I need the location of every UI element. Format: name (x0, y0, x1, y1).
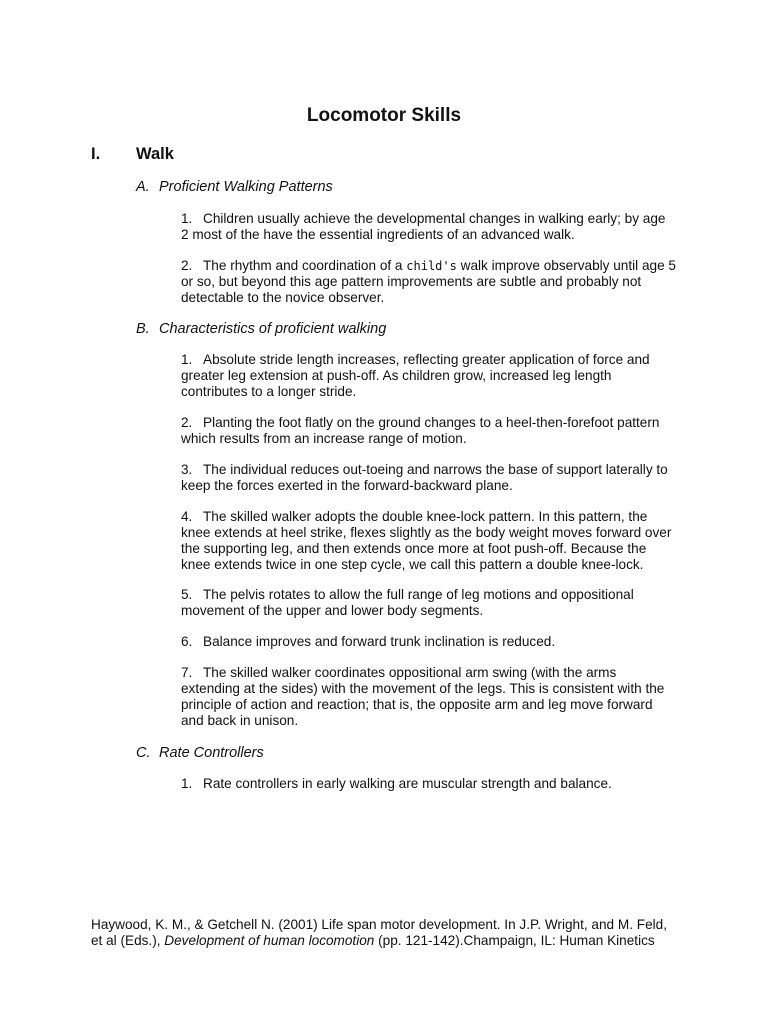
subsection-title: Rate Controllers (159, 745, 264, 761)
item-text: The skilled walker coordinates oppositional arm swing (with the arms extending at the sides) with the movement of the legs. This is consistent with the principle of action and reaction; that is, the opposite arm and leg move forward and back in unison. (181, 665, 665, 728)
section-number: I. (91, 145, 101, 163)
item-text: Absolute stride length increases, reflecting greater application of force and greater leg extension at push-off. As children grow, increased leg length contributes to a longer stride. (181, 352, 650, 399)
item-text-end: walk improve observably until age 5 or so, but beyond this age pattern improvements are subtle and probably not detectable to the novice observer. (181, 258, 676, 305)
item-text: Planting the foot flatly on the ground changes to a heel-then-forefoot pattern which results from an increase range of motion. (181, 415, 660, 446)
item-text: The individual reduces out-toeing and narrows the base of support laterally to keep the forces exerted in the forward-backward plane. (181, 462, 668, 493)
item-text: The pelvis rotates to allow the full range of leg motions and oppositional movement of the upper and lower body segments. (181, 587, 634, 618)
reference-text-start: Haywood, K. M., & Getchell N. (2001) Life span motor development. In J.P. Wright, and M. Feld, et al (Eds.), (91, 917, 667, 948)
item-text: Children usually achieve the developmental changes in walking early; by age 2 most of the have the essential ingredients of an advanced walk. (181, 211, 666, 242)
item-text: The skilled walker adopts the double knee-lock pattern. In this pattern, the knee extends at heel strike, flexes slightly as the body weight moves forward over the supporting leg, and then extends once more at foot push-off. Because the knee extends twice in one step cycle, we call this pattern a double knee-lock. (181, 509, 672, 572)
list-item-b7 (181, 665, 676, 729)
subsection-title: Proficient Walking Patterns (159, 179, 333, 195)
list-item-b4 (181, 509, 676, 573)
list-item-b5 (181, 587, 676, 619)
subsection-a-heading (136, 178, 333, 196)
reference-citation (91, 917, 676, 949)
list-item-c1 (181, 776, 676, 792)
page-title: Locomotor Skills (306, 105, 462, 126)
reference-book-title: Development of human locomotion (164, 933, 375, 948)
item-text: Rate controllers in early walking are muscular strength and balance. (203, 776, 612, 791)
item-text: Balance improves and forward trunk inclination is reduced. (203, 634, 556, 649)
list-item-b1 (181, 352, 676, 400)
item-number: 4. (181, 509, 193, 524)
list-item-b2 (181, 415, 676, 447)
item-number: 1. (181, 211, 193, 226)
list-item-b6 (181, 634, 676, 650)
item-number: 1. (181, 776, 193, 791)
section-heading-walk (91, 143, 174, 165)
item-text-mono-word: child's (406, 259, 457, 273)
item-number: 2. (181, 258, 193, 273)
list-item-a1 (181, 211, 676, 243)
item-number: 2. (181, 415, 193, 430)
item-number: 7. (181, 665, 193, 680)
item-number: 1. (181, 352, 193, 367)
subsection-title: Characteristics of proficient walking (159, 321, 387, 337)
subsection-b-heading (136, 320, 386, 338)
list-item-b3 (181, 462, 676, 494)
item-text-start: The rhythm and coordination of a (203, 258, 407, 273)
subsection-letter: C. (136, 745, 151, 761)
list-item-a2 (181, 258, 676, 306)
reference-text-end: (pp. 121-142).Champaign, IL: Human Kinetics (374, 933, 655, 948)
section-title: Walk (136, 145, 174, 163)
item-number: 6. (181, 634, 193, 649)
item-number: 5. (181, 587, 193, 602)
item-number: 3. (181, 462, 193, 477)
subsection-letter: A. (136, 179, 150, 195)
subsection-letter: B. (136, 321, 150, 337)
subsection-c-heading (136, 744, 264, 762)
